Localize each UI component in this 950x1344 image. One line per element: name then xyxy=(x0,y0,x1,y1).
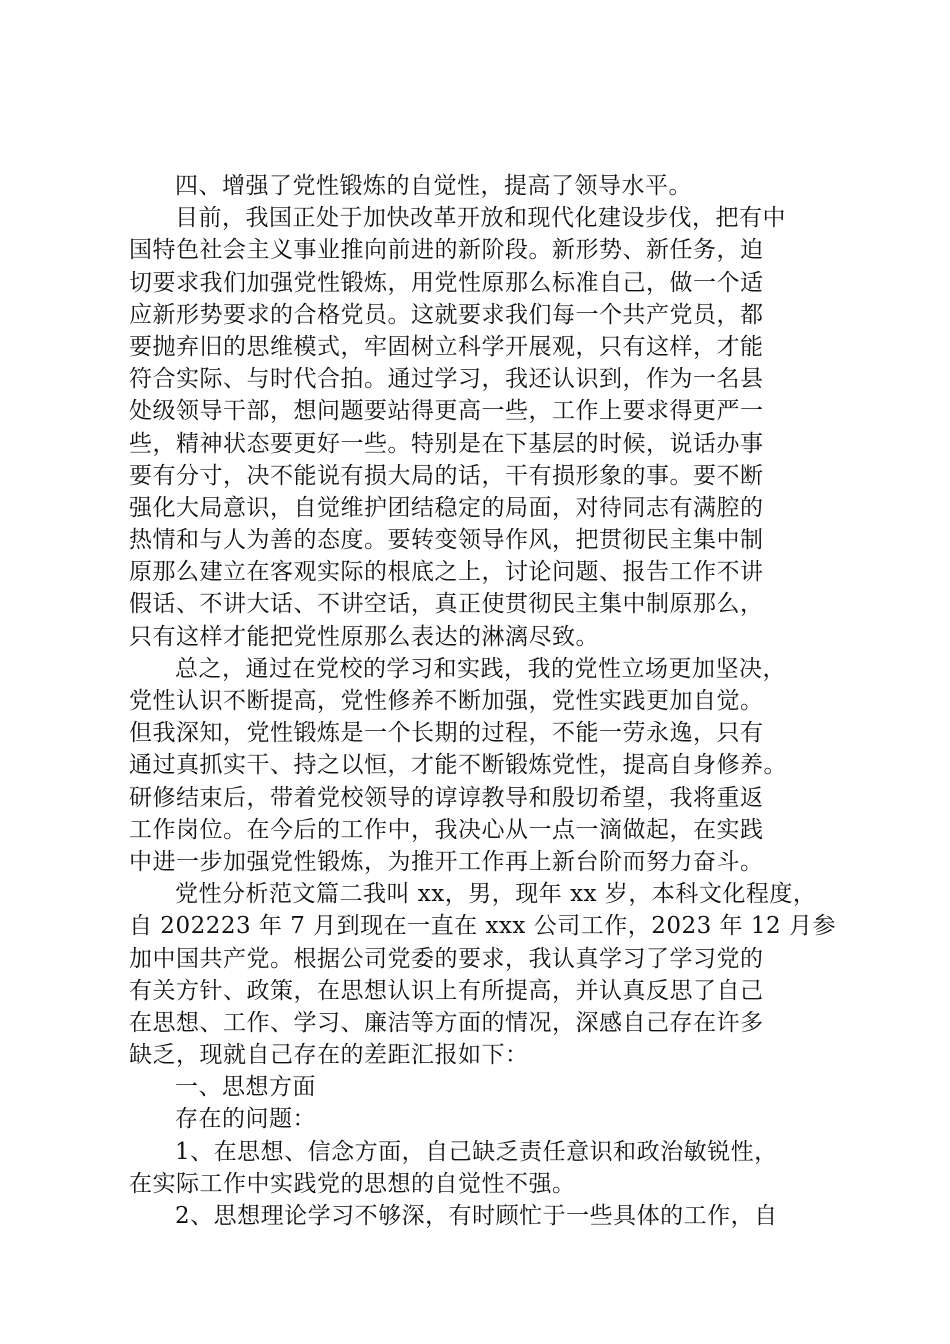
text-line: 些，精神状态要更好一些。特别是在下基层的时候，说话办事 xyxy=(129,430,764,457)
text-line: 工作岗位。在今后的工作中，我决心从一点一滴做起，在实践 xyxy=(129,816,764,843)
text-line: 存在的问题： xyxy=(175,1106,316,1133)
text-line: 四、增强了党性锻炼的自觉性，提高了领导水平。 xyxy=(175,173,692,199)
text-line: 缺乏，现就自己存在的差距汇报如下： xyxy=(129,1042,529,1069)
text-line: 通过真抓实干、持之以恒，才能不断锻炼党性，提高自身修养。 xyxy=(129,752,787,779)
text-line: 2、思想理论学习不够深，有时顾忙于一些具体的工作，自 xyxy=(175,1203,778,1229)
text-line: 党性认识不断提高，党性修养不断加强，党性实践更加自觉。 xyxy=(129,688,764,714)
text-line: 要抛弃旧的思维模式，牢固树立科学开展观，只有这样，才能 xyxy=(129,333,764,360)
text-line: 热情和与人为善的态度。要转变领导作风，把贯彻民主集中制 xyxy=(129,527,764,554)
text-line: 国特色社会主义事业推向前进的新阶段。新形势、新任务，迫 xyxy=(129,237,764,264)
text-line: 总之，通过在党校的学习和实践，我的党性立场更加坚决， xyxy=(175,655,786,682)
document-body xyxy=(129,170,836,1232)
text-line: 有关方针、政策，在思想认识上有所提高，并认真反思了自己 xyxy=(129,977,764,1004)
text-line: 假话、不讲大话、不讲空话，真正使贯彻民主集中制原那么， xyxy=(129,591,764,618)
text-line: 要有分寸，决不能说有损大局的话，干有损形象的事。要不断 xyxy=(129,462,764,489)
text-line: 党性分析范文篇二我叫 xx，男，现年 xx 岁，本科文化程度， xyxy=(175,881,817,908)
text-line: 目前，我国正处于加快改革开放和现代化建设步伐，把有中 xyxy=(175,205,786,232)
text-line: 但我深知，党性锻炼是一个长期的过程，不能一劳永逸，只有 xyxy=(129,720,764,747)
text-line: 自 202223 年 7 月到现在一直在 xxx 公司工作，2023 年 12 月参 xyxy=(129,913,836,940)
text-line: 只有这样才能把党性原那么表达的淋漓尽致。 xyxy=(129,623,599,650)
text-line: 强化大局意识，自觉维护团结稳定的局面，对待同志有满腔的 xyxy=(129,494,764,521)
text-line: 原那么建立在客观实际的根底之上，讨论问题、报告工作不讲 xyxy=(129,559,764,586)
text-line: 一、思想方面 xyxy=(175,1074,316,1101)
text-line: 研修结束后，带着党校领导的谆谆教导和殷切希望，我将重返 xyxy=(129,784,764,811)
text-line: 加中国共产党。根据公司党委的要求，我认真学习了学习党的 xyxy=(129,945,764,972)
text-line: 在实际工作中实践党的思想的自觉性不强。 xyxy=(129,1170,576,1197)
text-line: 处级领导干部，想问题要站得更高一些，工作上要求得更严一 xyxy=(129,398,764,425)
text-line: 应新形势要求的合格党员。这就要求我们每一个共产党员，都 xyxy=(129,301,764,328)
text-line: 中进一步加强党性锻炼，为推开工作再上新台阶而努力奋斗。 xyxy=(129,848,764,875)
text-line: 符合实际、与时代合拍。通过学习，我还认识到，作为一名县 xyxy=(129,366,764,393)
text-line: 在思想、工作、学习、廉洁等方面的情况，深感自己存在许多 xyxy=(129,1009,764,1036)
text-line: 切要求我们加强党性锻炼，用党性原那么标准自己，做一个适 xyxy=(129,269,764,296)
text-line: 1、在思想、信念方面，自己缺乏责任意识和政治敏锐性， xyxy=(175,1138,778,1165)
